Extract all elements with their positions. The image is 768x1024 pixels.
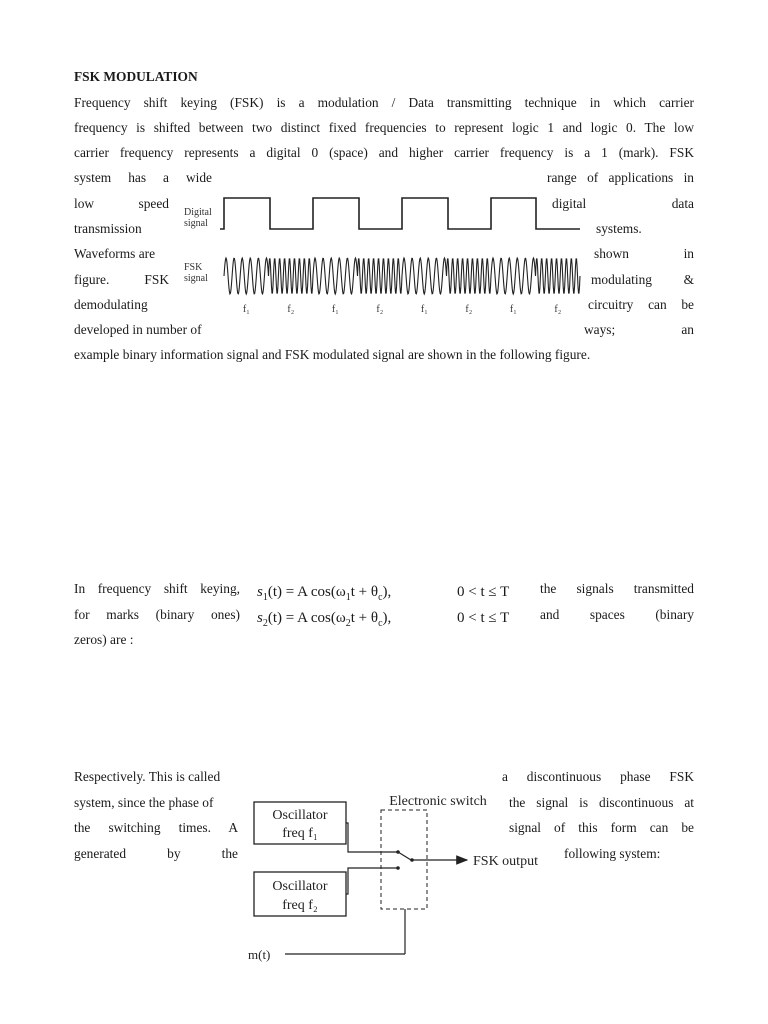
eq2-omega-subscript: 2 [345,618,351,629]
para1-line7-left: Waveforms are [74,246,156,261]
para1-line6-left: transmission [74,221,142,236]
para1-line5-right: digital data [552,196,694,211]
para2-line2-right: and spaces (binary [540,607,694,622]
para3-line4-right: following system: [564,846,661,861]
eq1-body-b: t + θ [350,584,379,600]
para2-line2-left: for marks (binary ones) [74,607,240,622]
modulating-input-label: m(t) [248,947,271,962]
eq2-body-c: ), [382,610,392,626]
para1-line8-left: figure. FSK [74,272,169,287]
frequency-label: f₁ [420,304,428,315]
para1-line7-right: shown in [594,246,694,261]
digital-signal-wave [220,198,580,229]
para1-line11: example binary information signal and FSK modulated signal are shown in the following figure. [74,347,591,362]
eq2-subscript: 2 [262,618,268,629]
para1-line3: carrier frequency represents a digital 0 (space) and higher carrier frequency is a 1 (mark). FSK [74,145,694,160]
eq1-body-c: ), [382,584,392,600]
electronic-switch-label: Electronic switch [389,794,487,809]
eq2-body-b: t + θ [350,610,379,626]
para2-line3: zeros) are : [74,632,134,647]
frequency-label: f₁ [242,304,250,315]
para1-line4-right: range of applications in [547,170,694,185]
eq2-body-a: (t) = A cos(ω [267,610,346,626]
para1-line4-left: system has a wide [74,170,212,185]
fsk-generator-diagram [245,788,565,973]
para3-line3-left: the switching times. A [74,820,238,835]
para3-line2-left: system, since the phase of [74,795,214,810]
equation-s2: $s_2(t) = A$ $\cos(\omega_2t + \theta_c)$, [257,610,392,629]
frequency-label: f₂ [287,304,295,315]
para3-line3-right: signal of this form can be [509,820,694,835]
para3-line4-left: generated by the [74,846,238,861]
equation-s2-range: 0 < t ≤ T [457,610,510,626]
para1-line5-left: low speed [74,196,169,211]
eq1-body-a: (t) = A cos(ω [267,584,346,600]
oscillator-1-label: Oscillator [272,808,328,823]
para1-line1: Frequency shift keying (FSK) is a modulation / Data transmitting technique in which carrier [74,95,694,110]
para1-line9-left: demodulating [74,297,148,312]
para1-line9-right: circuitry can be [588,297,694,312]
eq1-subscript: 1 [262,592,268,603]
para3-line1-left: Respectively. This is called [74,769,221,784]
eq1-omega-subscript: 1 [345,592,351,603]
eq2-symbol: s [257,610,263,626]
fsk-signal-label-1: FSK [184,262,203,273]
oscillator-2-label: Oscillator [272,879,328,894]
oscillator-1-wire [346,823,397,852]
frequency-labels [243,304,561,315]
digital-signal-label-2: signal [184,218,208,229]
fsk-output-label: FSK output [473,854,538,869]
equation-s1-range: 0 < t ≤ T [457,584,510,600]
frequency-label: f₂ [376,304,384,315]
para1-line10-left: developed in number of [74,322,202,337]
eq1-symbol: s [257,584,263,600]
fsk-signal-wave [224,258,580,294]
para1-line2: frequency is shifted between two distinct fixed frequencies to represent logic 1 and logic 0. The low [74,120,694,135]
frequency-label: f₂ [554,304,562,315]
digital-signal-label-1: Digital [184,207,212,218]
equation-s1: $s_1(t) = A$ $\cos(\omega_1t + \theta_c)$, [257,584,392,603]
para2-line1-left: In frequency shift keying, [74,581,240,596]
oscillator-1-freq: freq f₁ [282,826,318,841]
para2-line1-right: the signals transmitted [540,581,694,596]
para1-line8-right: modulating & [591,272,694,287]
page-title: FSK MODULATION [74,69,198,84]
para1-line10-right: ways; an [584,322,694,337]
oscillator-2-wire [346,868,397,894]
para3-line1-right: a discontinuous phase FSK [502,769,694,784]
switch-blade [398,852,411,860]
fsk-signal-label-2: signal [184,273,208,284]
para3-line2-right: the signal is discontinuous at [509,795,694,810]
frequency-label: f₁ [509,304,517,315]
frequency-label: f₁ [331,304,339,315]
para1-line6-right: systems. [596,221,642,236]
frequency-label: f₂ [465,304,473,315]
fsk-waveform-figure [176,188,586,327]
oscillator-2-freq: freq f₂ [282,898,318,913]
